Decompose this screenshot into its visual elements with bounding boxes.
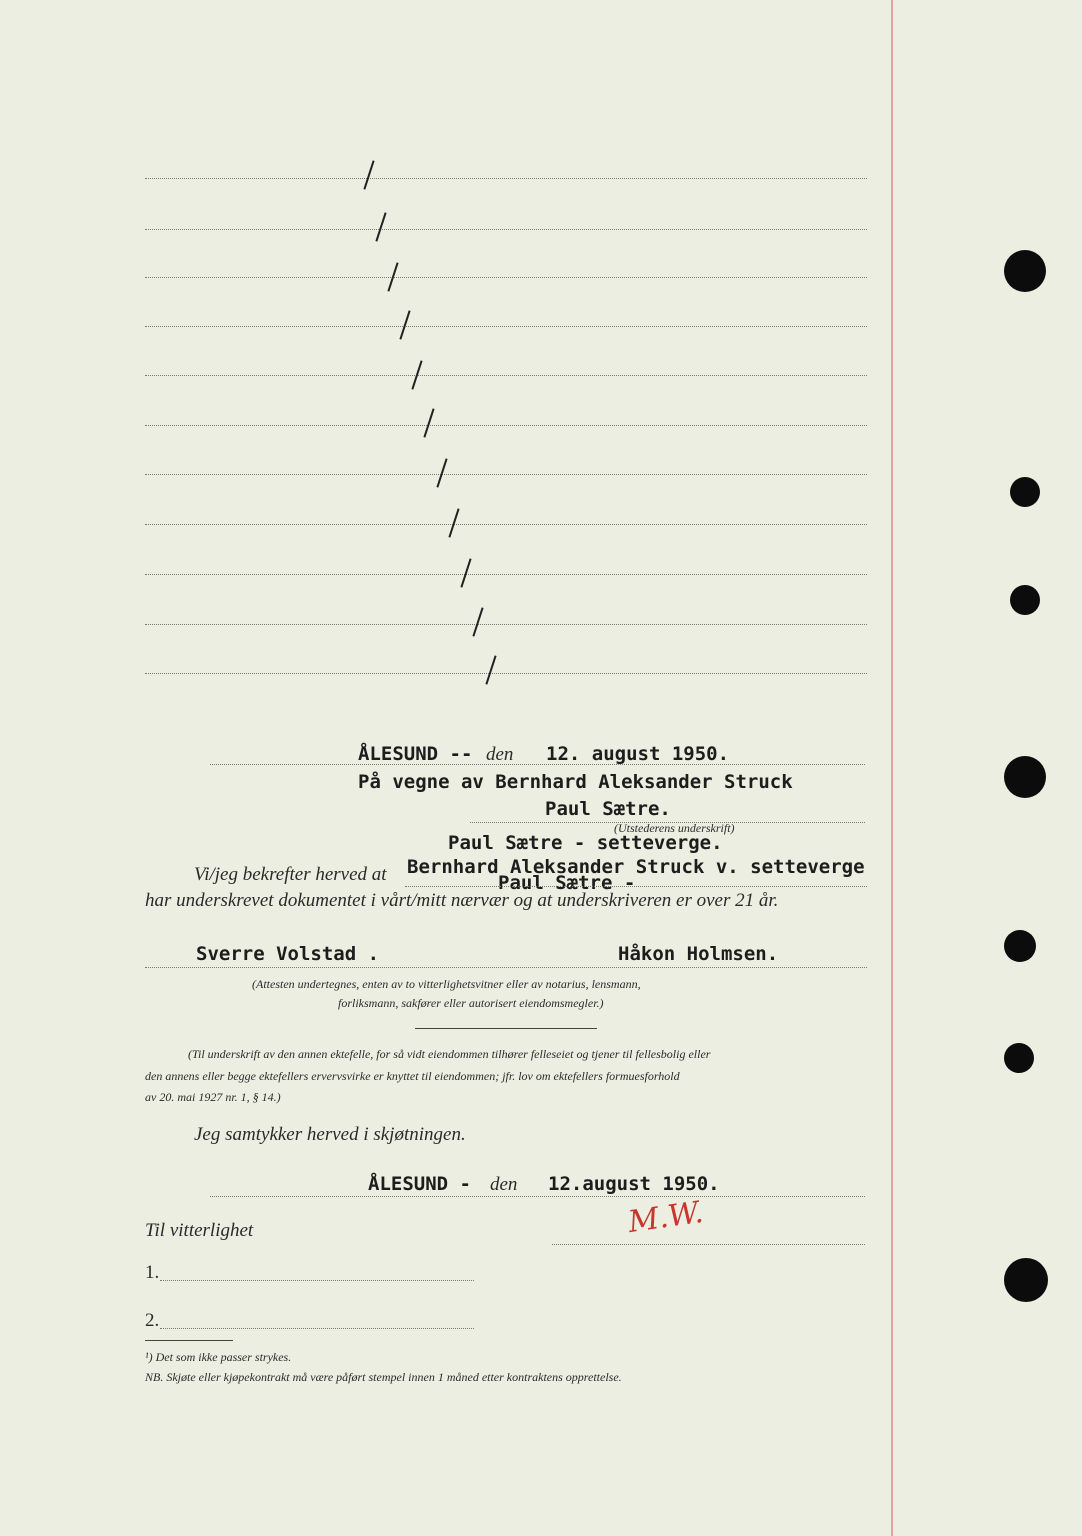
filler-line [145,375,867,376]
binder-hole [1004,930,1036,962]
filler-line [145,574,867,575]
witness-note-1: (Attesten undertegnes, enten av to vitterlighetsvitner eller av notarius, lensmann, [252,977,641,991]
signer-name: Paul Sætre. [545,798,671,820]
binder-hole [1010,477,1040,507]
strike-slash [399,310,410,339]
spouse-place-typed: ÅLESUND - [368,1173,471,1195]
binder-hole [1004,756,1046,798]
date-typed: 12. august 1950. [546,743,730,765]
filler-line [145,326,867,327]
spouse-note-3: av 20. mai 1927 nr. 1, § 14.) [145,1090,281,1104]
spouse-date-typed: 12.august 1950. [548,1173,720,1195]
filler-line [145,277,867,278]
witness-slot-2-line [160,1328,474,1329]
red-margin-rule [891,0,893,1536]
confirm-typed-under: Paul Sætre - [498,872,636,894]
on-behalf-line: På vegne av Bernhard Aleksander Struck [358,771,793,793]
filler-line [145,673,867,674]
confirm-typed: Bernhard Aleksander Struck v. setteverge [407,856,865,878]
witness-heading: Til vitterlighet [145,1220,254,1241]
strike-slash [448,508,459,537]
binder-hole [1004,1043,1034,1073]
strike-slash [436,458,447,487]
spouse-date-line [210,1196,865,1197]
filler-line [145,178,867,179]
filler-line [145,624,867,625]
strike-slash [375,212,386,241]
witness-slot-1-line [160,1280,474,1281]
spouse-signature-line [552,1244,865,1245]
issuer-signature-caption: (Utstederens underskrift) [614,821,735,835]
strike-slash [423,408,434,437]
spouse-note-1: (Til underskrift av den annen ektefelle, for så vidt eiendommen tilhører felleseiet og tjener til fellesbolig eller [188,1047,711,1061]
filler-line [145,524,867,525]
spouse-den-label: den [490,1174,518,1195]
filler-line [145,425,867,426]
confirm-prefix: Vi/jeg bekrefter herved at [194,864,387,885]
handwritten-initials-signature: M.W. [625,1194,706,1241]
witness-slot-1: 1. [145,1262,160,1283]
strike-slash [485,655,496,684]
spouse-note-2: den annens eller begge ektefellers ervervsvirke er knyttet til eiendommen; jfr. lov om ektefellers formuesforhold [145,1069,680,1083]
witness-slot-2: 2. [145,1310,160,1331]
den-label: den [486,744,514,765]
filler-line [145,229,867,230]
place-typed: ÅLESUND -- [358,743,473,765]
binder-hole [1004,250,1046,292]
witness-1: Sverre Volstad . [196,943,380,965]
date-line [210,764,865,765]
confirm-suffix: har underskrevet dokumentet i vårt/mitt nærvær og at underskriveren er over 21 år. [145,890,779,911]
witness-note-2: forliksmann, sakfører eller autorisert eiendomsmegler.) [338,996,604,1010]
filler-line [145,474,867,475]
footnote-rule [145,1340,233,1341]
consent-line: Jeg samtykker herved i skjøtningen. [194,1124,466,1145]
binder-hole [1010,585,1040,615]
strike-slash [472,607,483,636]
binder-hole [1004,1258,1048,1302]
confirm-line [405,886,867,887]
footnote-nb: NB. Skjøte eller kjøpekontrakt må være påført stempel innen 1 måned etter kontraktens opprettelse. [145,1370,622,1384]
witness-line [145,967,867,968]
strike-slash [460,558,471,587]
strike-slash [363,160,374,189]
section-divider [415,1028,597,1029]
guardian-line: Paul Sætre - setteverge. [448,832,723,854]
footnote-1: ¹) Det som ikke passer strykes. [145,1350,292,1364]
witness-2: Håkon Holmsen. [618,943,779,965]
